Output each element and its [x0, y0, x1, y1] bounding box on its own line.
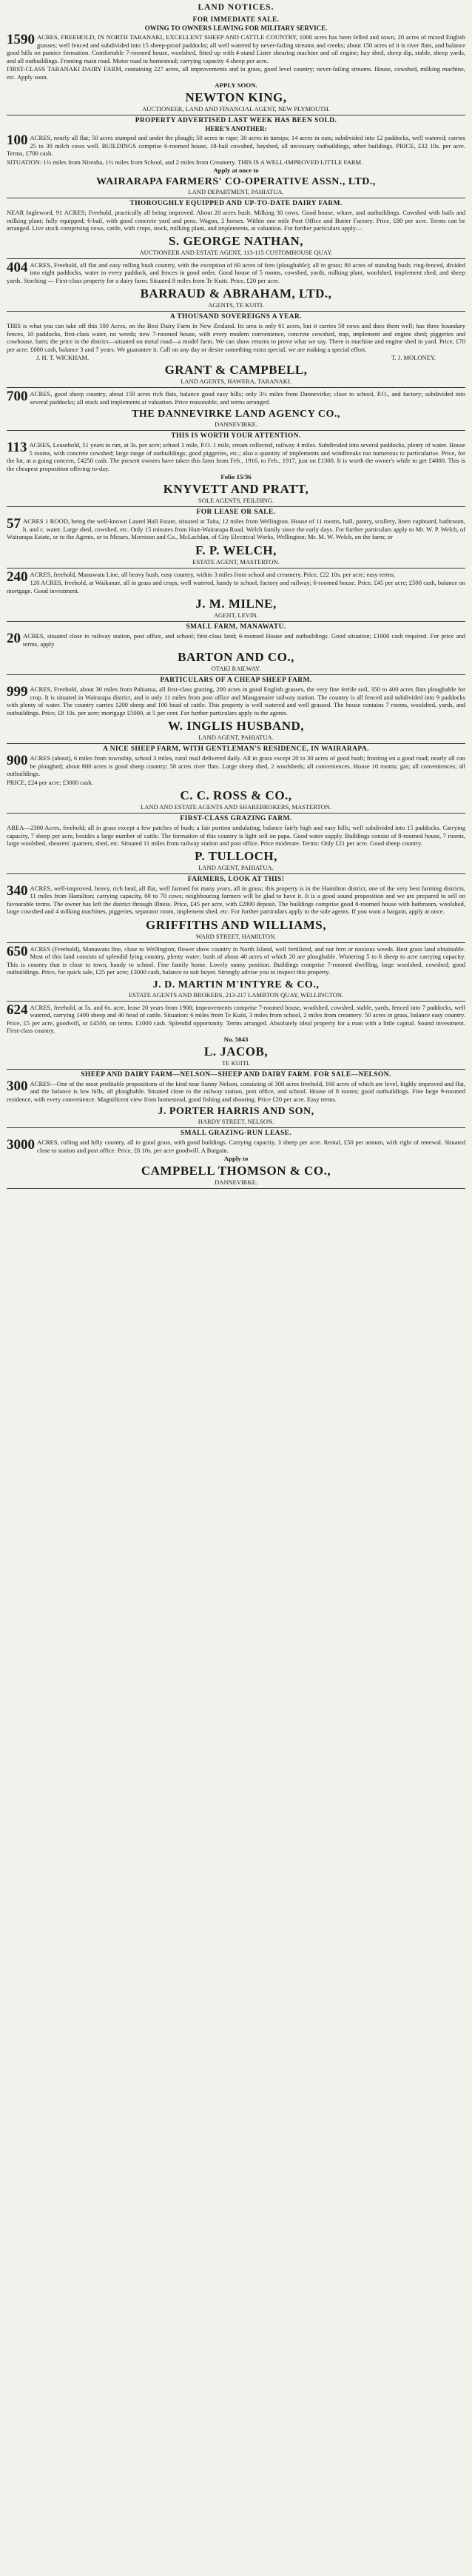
ad-agent-details: DANNEVIRKE. [215, 1178, 257, 1186]
land-advertisement [7, 312, 465, 388]
land-advertisement [7, 115, 465, 198]
ad-apply-line: APPLY SOON. [215, 81, 257, 89]
ad-body [7, 390, 465, 406]
ad-body [7, 209, 465, 232]
ad-agent-names [7, 354, 465, 361]
ad-heading: A THOUSAND SOVEREIGNS A YEAR. [169, 313, 303, 321]
ad-body [7, 945, 465, 976]
ad-body-text: ACRES, nearly all flat; 50 acres stumped and under the plough; 50 acres in rape; 30 acres in turnips; 14 acres in oats; subdivided into 12 paddocks, well watered; carries 25 to 30 milch cows well. BUILDINGS comprise 6-roomed house, 18-bail cowshed, hayshed, all necessary outbuildings, other buildings. PRICE, £32 10s. per acre. Terms, £700 cash. [7, 134, 465, 157]
ad-apply-line: Folio 15/36 [220, 473, 252, 480]
ad-body [7, 568, 465, 585]
ad-body [7, 882, 465, 916]
ad-signature: GRIFFITHS AND WILLIAMS, [145, 917, 327, 932]
land-advertisement [7, 943, 465, 1002]
ad-agent-details: AUCTIONEER, LAND AND FINANCIAL AGENT, NEW PLYMOUTH. [142, 105, 330, 113]
ad-signature: F. P. WELCH, [195, 543, 277, 557]
ad-body [7, 685, 465, 717]
ad-body-extra: PRICE, £24 per acre; £3000 cash. [7, 778, 93, 786]
ad-apply-line: Apply at once to [213, 167, 259, 174]
ad-signature: CAMPBELL THOMSON & CO., [141, 1164, 331, 1178]
ad-signature: J. M. MILNE, [195, 597, 277, 611]
ad-body [7, 1138, 465, 1154]
ad-heading: SHEEP AND DAIRY FARM—NELSON—SHEEP AND DAIRY FARM. FOR SALE—NELSON. [81, 1070, 391, 1079]
ad-heading: OWING TO OWNERS LEAVING FOR MILITARY SERVICE. [144, 24, 328, 32]
ad-body-text: ACRES, Leasehold, 51 years to run, at 3s. per acre; school 1 mile, P.O. 1 mile, cream collected, railway 4 miles. Subdivided into several paddocks, plenty of water. House 5 rooms, with concrete cowshed; large range of outbuildings; good piggeries, etc.; also a quantity of implements and windbreaks too numerous to particularise. Price, for the lot, at a going concern, £4250 cash. The present owners have taken this farm from Feb., 1916, to Feb., 1917, just on £1300. It is worth the owner's while to get £4000. This is the cheapest proposition offering to-day. [7, 441, 465, 472]
ad-body-extra: FIRST-CLASS TARANAKI DAIRY FARM, containing 227 acres, all improvements and in grass, good level country; never-failing streams. House, cowshed, milking machine, etc. Apply soon. [7, 65, 465, 81]
ad-agent-details: HARDY STREET, NELSON. [198, 1118, 274, 1125]
ad-body [7, 322, 465, 353]
ad-agent-details: WARD STREET, HAMILTON. [195, 932, 277, 940]
land-advertisement [7, 259, 465, 312]
ad-signature: L. JACOB, [203, 1044, 269, 1059]
land-advertisement [7, 198, 465, 259]
ad-body-text: ACRES, Freehold, all flat and easy rolling bush country, with the exception of 60 acres of fern (ploughable); all in grass; 80 acres of standing bush; ring-fenced, divided into eight paddocks, water in every paddock, and fences in good order. Good house of 5 rooms, cowshed, yards, milking plant, woolshed, implement shed, and sheep yards. Stocking — First-class property for a dairy farm. Situated 8 miles from Te Kuiti. Price, £20 per acre. [7, 261, 465, 284]
ad-signature: KNYVETT AND PRATT, [163, 482, 309, 496]
ad-lead-figure: 700 [7, 389, 28, 404]
ad-heading: SMALL FARM, MANAWATU. [186, 623, 286, 631]
ad-body-text: ACRES, freehold, Manawatu Line, all heavy bush, easy country, within 3 miles from school and creamery. Price, £22 10s. per acre; easy terms. [30, 570, 396, 578]
ad-heading: PROPERTY ADVERTISED LAST WEEK HAS BEEN SOLD. [135, 117, 337, 124]
ad-heading: A NICE SHEEP FARM, WITH GENTLEMAN'S RESIDENCE, IN WAIRARAPA. [103, 745, 369, 753]
ad-apply-line: Apply to [223, 1155, 249, 1162]
land-advertisement [7, 1128, 465, 1189]
ad-lead-figure: 3000 [7, 1137, 35, 1153]
ad-body [7, 632, 465, 648]
ad-body-text: ACRES, rolling and hilly country, all in good grass, with good buildings. Carrying capacity, 3 sheep per acre. Rental, £50 per annum, with right of renewal. Situated close to station and post office. Price, £6 10s. per acre goodwill. A Bargain. [37, 1138, 465, 1154]
ad-apply-line: No. 5843 [223, 1035, 249, 1043]
ad-body [7, 1004, 465, 1035]
land-advertisement [7, 1002, 465, 1070]
ad-signature: THE DANNEVIRKE LAND AGENCY CO., [132, 409, 340, 420]
ad-body-text: AREA—2300 Acres, freehold; all in grass except a few patches of bush; a fair portion undulating, balance fairly high and easy hills; well subdivided into 15 paddocks. Carrying capacity, 7 sheep per acre, besides a large number of cattle. The formation of this country is light soil on papa. Good water supply. Buildings consist of 8-roomed house, 7 rooms, large woolshed, shearers' quarters, shed, etc. Situated 11 miles from railway station and post office. Price moderate. Terms: Only £21 per acre. Good sheep country. [7, 824, 465, 847]
ad-lead-figure: 240 [7, 568, 28, 585]
land-advertisement [7, 507, 465, 568]
ad-agent-details: ESTATE AGENT, MASTERTON. [192, 557, 280, 566]
ad-agent-details: AGENT, LEVIN. [213, 611, 259, 619]
ad-lead-figure: 650 [7, 943, 28, 959]
ad-body-text: ACRES, good sheep country, about 150 acres rich flats, balance good easy hills; only 3½ miles from Dannevirke; close to school, P.O., and factory; subdivided into several paddocks; all stock and implements at valuation. Price reasonable, and terms arranged. [30, 390, 465, 406]
ad-agent-details: AGENTS, TE KUITI. [208, 301, 264, 309]
ad-body-text: ACRES, FREEHOLD, IN NORTH TARANAKI, EXCELLENT SHEEP AND CATTLE COUNTRY, 1000 acres has been felled and sown, 20 acres of mixed English grasses; well fenced and subdivided into 15 sheep-proof paddocks; all well watered by never-failing streams and creeks; about 150 acres of it is river flats, and balance good hills on pumice formation. Comfortable 7-roomed house, woolshed, fitted up with 4-stand Lister shearing machine and oil engine; hay shed, sheep dip, stable, sheep yards, and all outbuildings. Fronting main road. Motor road to homestead; carrying capacity 4 sheep per acre. [7, 33, 465, 64]
land-advertisement [7, 814, 465, 874]
ad-body-extra: 120 ACRES, freehold, at Waikanae, all in grass and crops, well watered, handy to school, factory and railway; 6-roomed house. Price, £45 per acre; £500 cash, balance on mortgage. Good investment. [7, 579, 465, 594]
ad-agent-details: LAND AGENTS, HAWERA, TARANAKI. [181, 378, 291, 385]
ad-agent-details: ESTATE AGENTS AND BROKERS, 213-217 LAMBTON QUAY, WELLINGTON. [128, 990, 344, 999]
ad-heading: PARTICULARS OF A CHEAP SHEEP FARM. [160, 677, 312, 684]
ad-agent-details: LAND AGENT, PAHIATUA. [198, 734, 274, 741]
ad-lead-figure: 57 [7, 516, 21, 531]
ad-agent-details: LAND AGENT, PAHIATUA. [198, 863, 274, 871]
ad-signature: J. D. MARTIN M'INTYRE & CO., [152, 979, 320, 990]
ad-signature: NEWTON KING, [185, 90, 287, 104]
ad-agent-details: DANNEVIRKE. [215, 420, 257, 428]
ad-signature: S. GEORGE NATHAN, [169, 233, 303, 248]
agent-name: T. J. MOLONEY. [391, 354, 436, 361]
ad-body-text: ACRES—One of the most profitable propositions of the kind near Sunny Nelson, consisting of 300 acres freehold, 160 acres of which are level, highly improved and flat, and the balance is low hills, all ploughable. Situated close to the railway station, post office, and school. House of 8 rooms; good outbuildings. Fine large 9-roomed residence, with every convenience. Magnificent view from homestead, good fishing and shooting. Price £20 per acre. Easy terms. [7, 1079, 465, 1103]
land-advertisement [7, 431, 465, 507]
ad-body-text: ACRES, well-improved, heavy, rich land, all flat, well farmed for many years, all in grass; this property is in the Hamilton district, one of the very best farming districts, 11 miles from Hamilton; carrying capacity, 60 to 70 cows; neighbouring farmers will be glad to have it. It is a good sound proposition and we are prepared to sell on favourable terms. The owner has left the district through illness. Price, £45 per acre, with £2000 deposit. The buildings comprise good 8-roomed house with bathroom, woolshed, large cowshed and 4 milking machines, piggeries, separator room, implement shed, etc. For further particulars apply to the sole agents. If you want a bargain, apply at once. [7, 884, 465, 915]
ad-body [7, 33, 465, 64]
ad-body [7, 754, 465, 778]
ad-lead-figure: 340 [7, 882, 28, 899]
ad-body-text: THIS is what you can take off this 100 Acres, on the Best Dairy Farm in New Zealand. Its area is only 61 acres, but it carries 50 cows and does them well; has three boundary fences, 10 paddocks, first-class water, no weeds; new 7-roomed house, with every modern convenience, concrete cowshed, trap, implement and engine shed; piggeries and cowhouse, barn; the price in the district—situated on metal road—a model farm. We can show returns to prove what we say. There is machine and engine shed in yard. Price, £70 per acre; £600 cash, balance 3 and 7 years. We guarantee it. Call on any day or desire something extra special, we are making a special effort. [7, 322, 465, 353]
ad-heading: FOR LEASE OR SALE. [196, 509, 276, 516]
ad-lead-figure: 20 [7, 631, 21, 646]
ad-heading: THIS IS WORTH YOUR ATTENTION. [171, 432, 301, 440]
ad-signature: BARTON AND CO., [178, 650, 294, 664]
ad-body [7, 1080, 465, 1104]
ad-heading: FARMERS, LOOK AT THIS! [187, 875, 285, 883]
ad-agent-details: TE KUITI. [222, 1059, 250, 1067]
ad-body-text: ACRES, freehold, at 5s. and 6s. acre, lease 20 years from 1908; improvements comprise 7-roomed house, woolshed, cowshed, stable, yards, fenced into 7 paddocks, well watered, carrying 1400 sheep and 40 head of cattle. Situation: 6 miles from Te Kuiti, 3 miles from school, 2 miles from creamery. 50 acres in grass, balance easy country. Price, £5 per acre, goodwill, or £4500, on terms. £1000 cash. Splendid opportunity. Terms arranged. Absolutely ideal property for a man with a little capital. Sound investment. First-class country. [7, 1003, 465, 1034]
ad-body-text: NEAR Ingleword, 91 ACRES; Freehold, practically all being improved. About 20 acres bush. Milking 30 cows. Good house, whare, and outbuildings. Cowshed with bails and milking plant; fully equipped; 6-bail, with good concrete yard and pens. Wagon, 2 horses. Within one mile Post Office and Butter Factory. Price, £80 per acre. Terms can be arranged. Live stock comprising cows, cattle, with crops, stock, milking plant, and implements, at valuation. For further particulars apply— [7, 209, 465, 232]
ad-agent-details: SOLE AGENTS, FEILDING. [198, 497, 274, 504]
ad-signature: W. INGLIS HUSBAND, [167, 719, 305, 733]
ad-body [7, 517, 465, 541]
ad-lead-figure: 624 [7, 1002, 28, 1018]
ad-heading: FIRST-CLASS GRAZING FARM. [180, 815, 292, 822]
ad-signature: C. C. ROSS & CO., [180, 788, 292, 802]
ad-agent-details: OTAKI RAILWAY. [211, 665, 261, 672]
advertisement-list [7, 15, 465, 1189]
ad-heading: SMALL GRAZING-RUN LEASE. [180, 1130, 292, 1137]
land-advertisement [7, 568, 465, 623]
ad-lead-figure: 300 [7, 1078, 28, 1094]
ad-heading: THOROUGHLY EQUIPPED AND UP-TO-DATE DAIRY FARM. [129, 200, 343, 207]
ad-agent-details: LAND DEPARTMENT, PAHIATUA. [188, 188, 284, 195]
ad-signature: WAIRARAPA FARMERS' CO-OPERATIVE ASSN., LTD., [96, 176, 376, 187]
ad-agent-details: LAND AND ESTATE AGENTS AND SHAREBROKERS, MASTERTON. [141, 803, 331, 811]
land-advertisement [7, 622, 465, 675]
ad-agent-details: AUCTIONEER AND ESTATE AGENT, 113-115 CUSTOMHOUSE QUAY. [139, 248, 333, 256]
ad-heading: HERE'S ANOTHER: [205, 125, 267, 133]
land-advertisement [7, 675, 465, 744]
ad-lead-figure: 1590 [7, 32, 35, 47]
ad-signature: P. TULLOCH, [195, 848, 277, 863]
ad-lead-figure: 100 [7, 133, 28, 148]
land-advertisement [7, 744, 465, 814]
agent-name: J. H. T. WICKHAM. [36, 354, 90, 361]
ad-lead-figure: 113 [7, 440, 27, 455]
ad-signature: GRANT & CAMPBELL, [164, 363, 308, 377]
ad-body-text: ACRES, situated close to railway station, post office, and school; first-class land; 6-roomed House and outbuildings. Good situation; £1000 cash required. For price and terms, apply [23, 632, 465, 648]
land-advertisement [7, 15, 465, 115]
ad-lead-figure: 404 [7, 259, 28, 275]
land-advertisement [7, 1070, 465, 1129]
page-title: LAND NOTICES. [198, 3, 274, 12]
ad-body-text: ACRES (about), 6 miles from township, school 3 miles, rural mail delivered daily. All in grass except 20 to 30 acres of good bush; fronting on a good road; nearly all can be ploughed; about 800 acres is good sheep country; 50 acres river flats. Large sheep shed, 2 woolsheds; all conveniences. House 10 rooms; gas; all conveniences; all outbuildings. [7, 754, 465, 777]
ad-signature: J. PORTER HARRIS AND SON, [158, 1106, 314, 1117]
ad-heading: FOR IMMEDIATE SALE. [192, 16, 280, 24]
land-advertisement [7, 388, 465, 431]
land-advertisement [7, 874, 465, 943]
ad-body [7, 824, 465, 848]
ad-body-extra: SITUATION: 1½ miles from Nireaha, 1½ miles from School, and 2 miles from Creamery. THIS IS A WELL-IMPROVED LITTLE FARM. [7, 158, 363, 166]
ad-body [7, 134, 465, 158]
ad-body [7, 441, 465, 472]
ad-body-text: ACRES (Freehold), Manawatu line, close to Wellington; flower show country in North Island, well fertilized, and not fern or noxious weeds. Best grass land obtainable. Most of this land consists of splendid lying country, plenty water; bush of about 40 acres of which 20 are ploughable. Wintering 5 to 6 sheep to acre carrying capacity. This is country that is close to town, handy to school. Fine family home. Lovely sunny position. Buildings comprise 7-roomed dwelling, large woolshed, cowshed; good outbuildings. Price, for quick sale, £25 per acre; £3000 cash, balance to suit buyer. Strongly advise you to inspect this property. [7, 945, 465, 976]
ad-lead-figure: 999 [7, 684, 28, 700]
ad-signature: BARRAUD & ABRAHAM, LTD., [140, 286, 332, 301]
ad-lead-figure: 900 [7, 753, 28, 768]
ad-body-text: ACRES, Freehold, about 30 miles from Pahiatua, all first-class grazing, 200 acres in good English grasses, the very fine fertile soil, 350 to 400 acres flats ploughable for crop. It is situated in Wairarapa district, and is only 11 miles from post office and Mangamaire railway station. The country is all fenced and subdivided into 9 paddocks with plenty of water. The country carries 1200 sheep and 100 head of cattle. This property is well watered and well grassed. The house contains 7 rooms, woolshed, yards, and outbuildings. Price, £8 10s. per acre; mortgage £5000, at 5 per cent. For further particulars apply to the agents. [7, 685, 465, 717]
ad-body-text: ACRES 1 ROOD, being the well-known Laurel Hall Estate, situated at Taita, 12 miles from Wellington. House of 11 rooms, hall, pantry, scullery, linen cupboard, bathroom, h. and c. water. Large shed, cowshed, etc. Only 15 minutes from Hutt-Wairarapa Road. Welch family since the early days. For further particulars apply to Mr. W. P. Welch, of Wairarapa Estate, or to the Agents, or to Messrs. Morrison and Co., McLachlan, of City Electrical Works, Wellington; Mr. M. W. Welch, on the farm; or [7, 517, 465, 540]
ad-body [7, 261, 465, 285]
